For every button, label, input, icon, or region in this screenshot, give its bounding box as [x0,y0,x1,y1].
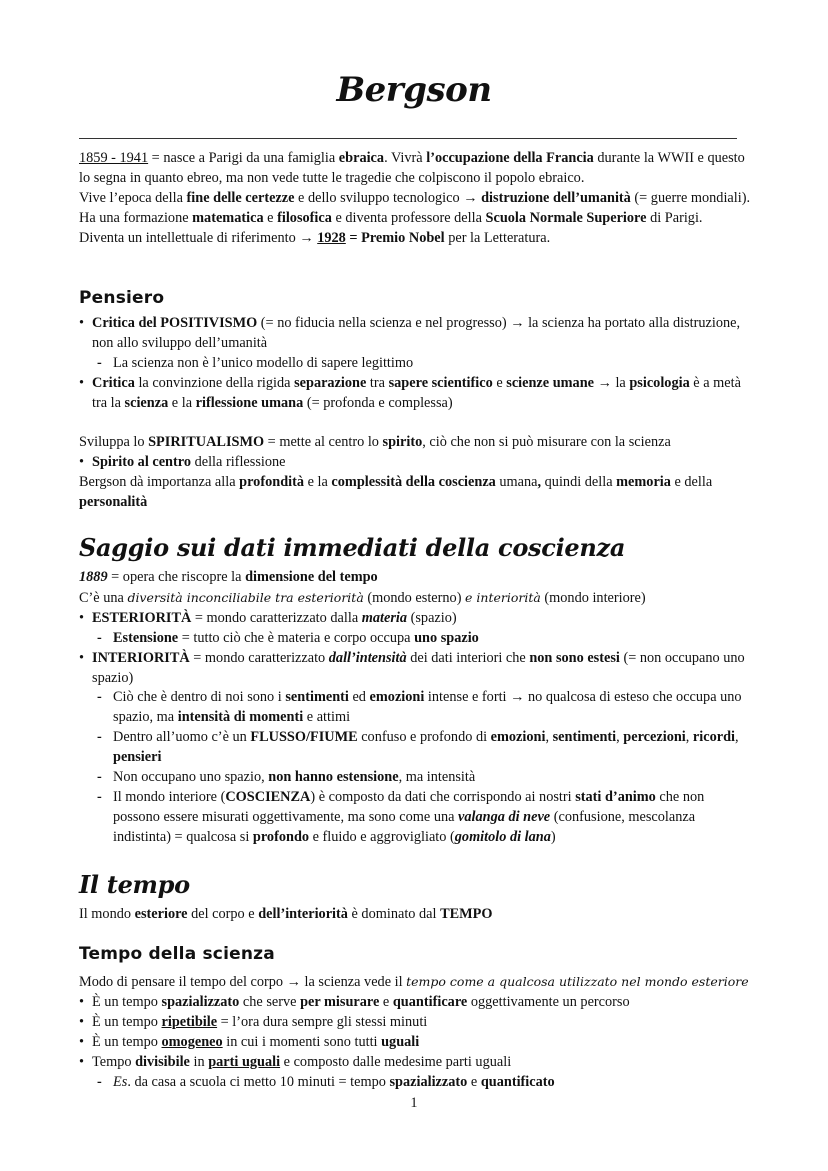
intro-paragraph-2: Vive l’epoca della fine delle certezze e dello sviluppo tecnologico → distruzione dell’umanità (= guerre mondiali). [79,189,751,206]
list-item: • INTERIORITÀ = mondo caratterizzato dall’intensità dei dati interiori che non sono estesi (= non occupano uno spazio) [79,649,754,689]
paragraph: Bergson dà importanza alla profondità e la complessità della coscienza umana, quindi della memoria e della personalità [79,473,713,510]
paragraph: C’è una diversità inconciliabile tra esteriorità (mondo esterno) e interiorità (mondo interiore) [79,589,646,606]
section-heading-pensiero: Pensiero [79,288,165,308]
list-item: - La scienza non è l’unico modello di sapere legittimo [79,354,754,374]
spiritualismo-section [79,433,754,513]
section-heading-tempo: Il tempo [79,870,190,899]
section-heading-tempo-scienza: Tempo della scienza [79,944,275,964]
list-item: - Ciò che è dentro di noi sono i sentimenti ed emozioni intense e forti → no qualcosa di esteso che occupa uno spazio, ma intensità di momenti e attimi [79,688,754,728]
paragraph: Sviluppa lo SPIRITUALISMO = mette al centro lo spirito, ciò che non si può misurare con la scienza [79,434,671,450]
intro-paragraph-3: Ha una formazione matematica e filosofica e diventa professore della Scuola Normale Superiore di Parigi. [79,209,703,226]
list-item: - Il mondo interiore (COSCIENZA) è composto da dati che corrispondo ai nostri stati d’animo che non possono essere misurati oggettivamente, ma sono come una valanga di neve (confusione, mescolanza indistinta) = qualcosa si profondo e fluido e aggrovigliato (gomitolo di lana) [79,788,754,848]
list-item: • Critica la convinzione della rigida separazione tra sapere scientifico e scienze umane → la psicologia è a metà tra la scienza e la riflessione umana (= profonda e complessa) [79,374,754,414]
list-item: • Tempo divisibile in parti uguali e composto dalle medesime parti uguali [79,1053,754,1073]
pensiero-section [79,314,754,414]
list-item: - Estensione = tutto ciò che è materia e corpo occupa uno spazio [79,629,754,649]
tempo-scienza-section [79,972,754,1092]
paragraph: 1889 = opera che riscopre la dimensione del tempo [79,569,378,585]
page-number: 1 [410,1095,418,1111]
list-item: - Dentro all’uomo c’è un FLUSSO/FIUME confuso e profondo di emozioni, sentimenti, percezioni, ricordi, pensieri [79,728,754,768]
list-item: - Es. da casa a scuola ci metto 10 minuti = tempo spazializzato e quantificato [79,1073,754,1093]
list-item: • È un tempo ripetibile = l’ora dura sempre gli stessi minuti [79,1013,754,1033]
title-divider [79,138,737,139]
list-item: • È un tempo omogeneo in cui i momenti sono tutti uguali [79,1033,754,1053]
intro-paragraph-1: 1859 - 1941 = nasce a Parigi da una famiglia ebraica. Vivrà l’occupazione della Francia durante la WWII e questo lo segna in quanto ebreo, ma non vede tutte le tragedie che colpiscono il popolo ebraico. [79,150,745,186]
saggio-section [79,568,754,848]
intro-paragraph-4: Diventa un intellettuale di riferimento → 1928 = Premio Nobel per la Letteratura. [79,229,551,246]
section-heading-saggio: Saggio sui dati immediati della coscienza [79,533,626,562]
dates: 1859 - 1941 [79,150,149,166]
list-item: • Spirito al centro della riflessione [79,453,754,473]
list-item: • È un tempo spazializzato che serve per misurare e quantificare oggettivamente un percorso [79,993,754,1013]
tempo-section [79,905,754,925]
page-title: Bergson [336,70,492,110]
list-item: - Non occupano uno spazio, non hanno estensione, ma intensità [79,768,754,788]
intro-section [79,149,754,249]
paragraph: Modo di pensare il tempo del corpo → la scienza vede il tempo come a qualcosa utilizzato nel mondo esteriore [79,974,749,990]
list-item: • ESTERIORITÀ = mondo caratterizzato dalla materia (spazio) [79,609,754,629]
paragraph: Il mondo esteriore del corpo e dell’interiorità è dominato dal TEMPO [79,906,493,922]
list-item: • Critica del POSITIVISMO (= no fiducia nella scienza e nel progresso) → la scienza ha portato alla distruzione, non allo sviluppo dell’umanità [79,314,754,354]
